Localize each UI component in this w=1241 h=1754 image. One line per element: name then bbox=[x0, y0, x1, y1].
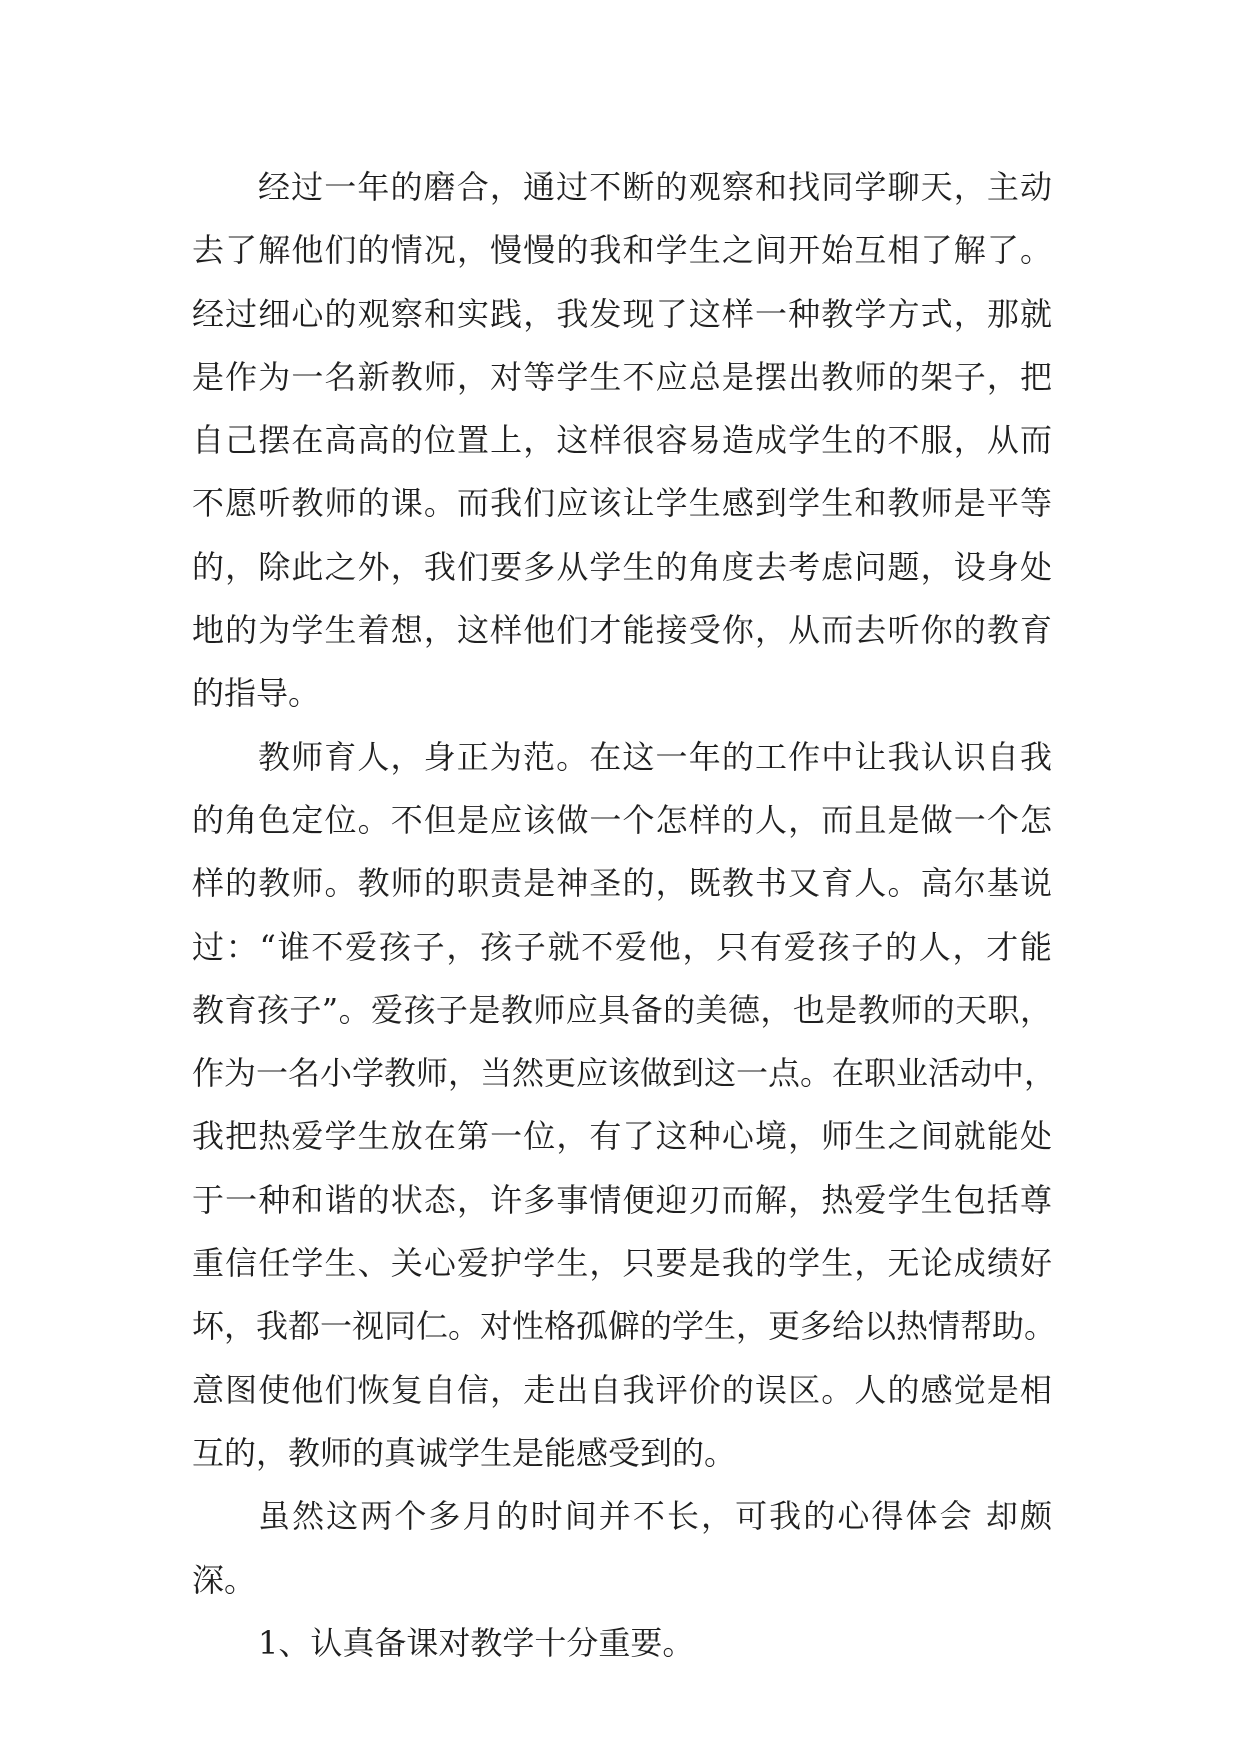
text-line: 是作为一名新教师，对等学生不应总是摆出教师的架子，把 bbox=[192, 357, 1052, 396]
text-line: 教育孩子”。爱孩子是教师应具备的美德，也是教师的天职， bbox=[192, 990, 1052, 1029]
text-line: 于一种和谐的状态，许多事情便迎刃而解，热爱学生包括尊 bbox=[192, 1180, 1052, 1219]
text-line: 虽然这两个多月的时间并不长，可我的心得体会 却颇 bbox=[258, 1497, 1052, 1536]
text-line: 作为一名小学教师，当然更应该做到这一点。在职业活动中， bbox=[192, 1054, 1057, 1093]
text-line: 深。 bbox=[192, 1560, 257, 1599]
text-line: 教师育人，身正为范。在这一年的工作中让我认识自我 bbox=[258, 737, 1052, 776]
body-text bbox=[192, 156, 1057, 1675]
text-line: 不愿听教师的课。而我们应该让学生感到学生和教师是平等 bbox=[192, 484, 1052, 523]
text-line: 地的为学生着想，这样他们才能接受你，从而去听你的教育 bbox=[192, 611, 1052, 650]
text-line: 去了解他们的情况，慢慢的我和学生之间开始互相了解了。 bbox=[192, 231, 1052, 270]
text-line: 的角色定位。不但是应该做一个怎样的人，而且是做一个怎 bbox=[192, 800, 1052, 839]
text-line: 经过一年的磨合，通过不断的观察和找同学聊天，主动 bbox=[258, 168, 1052, 206]
text-line: 过：“谁不爱孩子，孩子就不爱他，只有爱孩子的人，才能 bbox=[192, 927, 1052, 966]
text-line: 我把热爱学生放在第一位，有了这种心境，师生之间就能处 bbox=[192, 1117, 1052, 1156]
text-line: 经过细心的观察和实践，我发现了这样一种教学方式，那就 bbox=[192, 294, 1052, 333]
text-line: 自己摆在高高的位置上，这样很容易造成学生的不服，从而 bbox=[192, 421, 1052, 460]
text-line: 互的，教师的真诚学生是能感受到的。 bbox=[192, 1433, 737, 1472]
text-line: 重信任学生、关心爱护学生，只要是我的学生，无论成绩好 bbox=[192, 1244, 1052, 1283]
text-line: 的指导。 bbox=[192, 674, 321, 713]
text-line: 意图使他们恢复自信，走出自我评价的误区。人的感觉是相 bbox=[192, 1370, 1052, 1409]
text-line: 坏，我都一视同仁。对性格孤僻的学生，更多给以热情帮助。 bbox=[192, 1307, 1057, 1346]
text-line: 的，除此之外，我们要多从学生的角度去考虑问题，设身处 bbox=[192, 547, 1052, 586]
text-line: 样的教师。教师的职责是神圣的，既教书又育人。高尔基说 bbox=[192, 864, 1052, 903]
list-item: 1、认真备课对教学十分重要。 bbox=[258, 1623, 695, 1662]
